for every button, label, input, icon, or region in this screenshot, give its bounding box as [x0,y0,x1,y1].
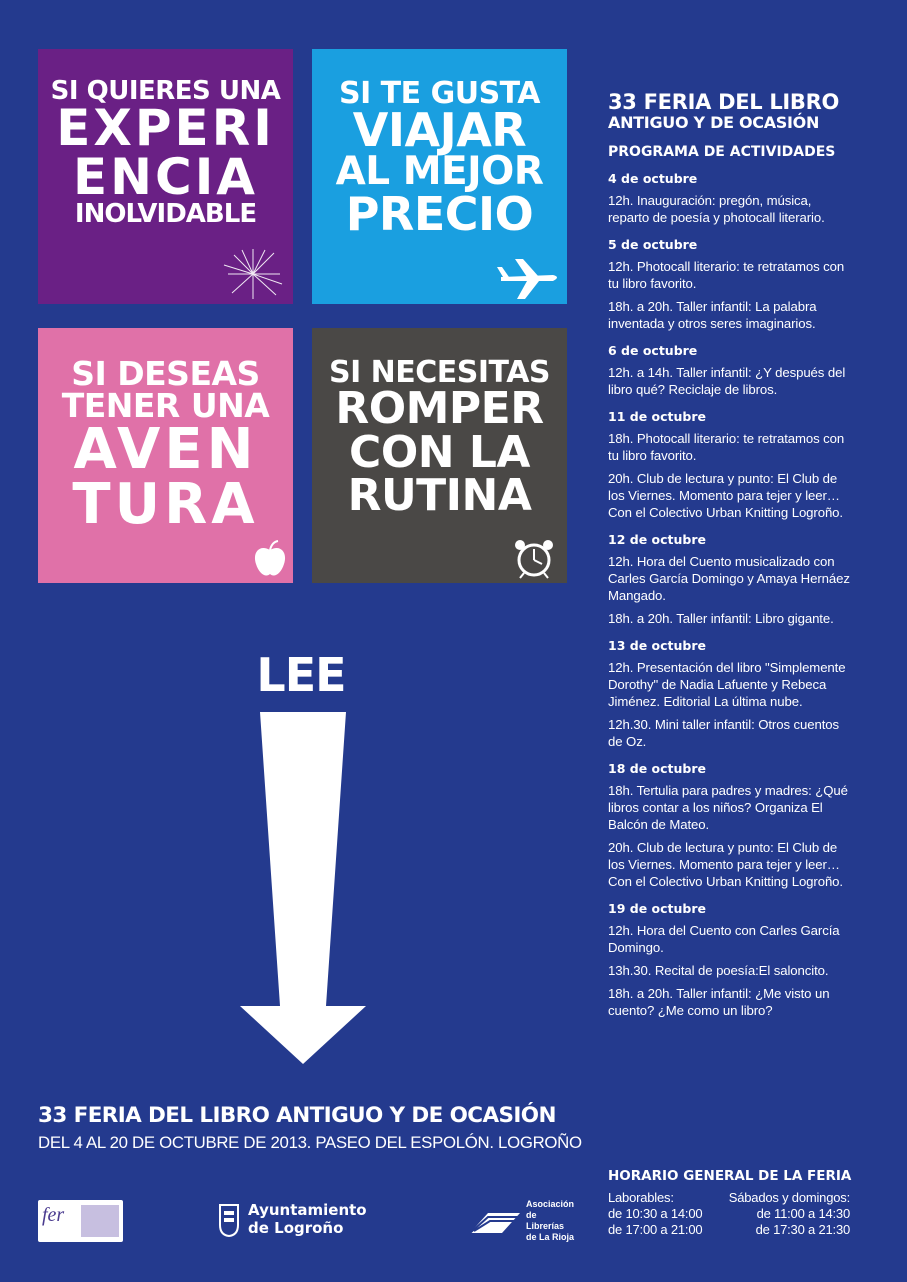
tile-line: SI TE GUSTA [338,76,541,111]
tile-line: TENER UNA [61,386,270,426]
fer-logo-text: fer [42,1204,65,1226]
tile-aventura [38,328,293,583]
schedule-cell: de 10:30 a 14:00 [608,1206,703,1221]
program-activity: 18h. a 20h. Taller infantil: La palabra inventada y otros seres imaginarios. [608,299,817,331]
librerias-logo [468,1199,575,1243]
tile-line: SI DESEAS [71,354,260,393]
schedule-head-row [608,1190,850,1206]
tile-line: AL MEJOR [335,149,544,195]
program-activity: 12h. Hora del Cuento musicalizado con Carles García Domingo y Amaya Hernáez Mangado. [608,554,850,603]
program-day-date: 19 de octubre [608,901,706,916]
firework-icon [218,247,288,301]
schedule-title: HORARIO GENERAL DE LA FERIA [608,1168,852,1184]
program-heading: PROGRAMA DE ACTIVIDADES [608,144,836,160]
program-activity: 12h. Presentación del libro "Simplemente Dorothy" de Nadia Lafuente y Rebeca Jiménez. Editorial La última nube. [608,660,846,709]
tile-line: VIAJAR [352,103,527,158]
program-activity: 12h. Photocall literario: te retratamos con tu libro favorito. [608,259,845,291]
tile-line: RUTINA [347,469,532,521]
tile-line: CON LA [349,426,530,478]
tile-line: EXPERI [56,99,275,158]
schedule-weekdays-head: Laborables: [608,1190,674,1205]
schedule-cell: de 11:00 a 14:30 [756,1206,850,1221]
librerias-line2: de Librerías [526,1210,565,1231]
schedule-cell: de 17:30 a 21:30 [755,1222,850,1237]
program-activity: 13h.30. Recital de poesía:El saloncito. [608,963,829,978]
schedule-row [608,1206,850,1222]
program-activity: 12h.30. Mini taller infantil: Otros cuentos de Oz. [608,717,839,749]
tile-line: TURA [72,471,259,537]
program-activity: 12h. Inauguración: pregón, música, reparto de poesía y photocall literario. [608,193,825,225]
librerias-line3: de La Rioja [526,1232,575,1242]
tile-line: AVEN [73,416,258,482]
books-icon [468,1207,522,1237]
program-day-date: 5 de octubre [608,237,698,252]
ayuntamiento-line2: de Logroño [248,1219,344,1237]
schedule-box [608,1168,850,1238]
program-day-date: 18 de octubre [608,761,706,776]
program-title-2: ANTIGUO Y DE OCASIÓN [608,113,820,132]
tile-line: SI NECESITAS [328,355,551,390]
program-day-date: 6 de octubre [608,343,698,358]
tile-line: PRECIO [345,186,534,241]
program-activity: 18h. Photocall literario: te retratamos con tu libro favorito. [608,431,845,463]
lee-heading: LEE [256,648,346,702]
airplane-icon [497,257,563,301]
tile-line: INOLVIDABLE [74,199,257,230]
alarm-clock-icon [510,536,558,580]
schedule-row [608,1222,850,1238]
ayuntamiento-logo [218,1201,388,1241]
tile-line: SI QUIERES UNA [50,76,281,106]
program-days [608,171,850,1019]
program-activity: 18h. a 20h. Taller infantil: ¿Me visto un cuento? ¿Me como un libro? [608,986,830,1018]
program-activity: 18h. a 20h. Taller infantil: Libro gigante. [608,611,834,626]
program-activity: 12h. a 14h. Taller infantil: ¿Y después del libro qué? Reciclaje de libros. [608,365,846,397]
tile-line: ENCIA [73,148,258,207]
program-title: 33 FERIA DEL LIBRO [608,90,840,114]
schedule-cell: de 17:00 a 21:00 [608,1222,703,1237]
tile-experiencia [38,49,293,304]
down-arrow-icon [240,712,366,1064]
footer-subtitle: DEL 4 AL 20 DE OCTUBRE DE 2013. PASEO DEL ESPOLÓN. LOGROÑO [38,1133,582,1152]
program-day-date: 11 de octubre [608,409,706,424]
program-day-date: 12 de octubre [608,532,706,547]
program-day-date: 13 de octubre [608,638,706,653]
librerias-line1: Asociación [526,1199,575,1209]
ayuntamiento-line1: Ayuntamiento [248,1201,367,1219]
footer-title: 33 FERIA DEL LIBRO ANTIGUO Y DE OCASIÓN [38,1103,556,1128]
tile-line: ROMPER [335,383,544,435]
fer-logo [38,1200,123,1242]
apple-icon [250,540,290,580]
tile-viajar [312,49,567,304]
program-activity: 20h. Club de lectura y punto: El Club de los Viernes. Momento para tejer y leer… Con el Colectivo Urban Knitting Logroño. [608,471,843,520]
program-activity: 18h. Tertulia para padres y madres: ¿Qué libros contar a los niños? Organiza El Balcón de Mateo. [608,783,848,832]
sponsor-logos [38,1195,575,1245]
tile-rutina [312,328,567,583]
program-day-date: 4 de octubre [608,171,698,186]
program-activity: 20h. Club de lectura y punto: El Club de los Viernes. Momento para tejer y leer… Con el Colectivo Urban Knitting Logroño. [608,840,843,889]
schedule-weekend-head: Sábados y domingos: [728,1190,850,1205]
program-activity: 12h. Hora del Cuento con Carles García Domingo. [608,923,840,955]
fer-logo-box [81,1205,119,1237]
program-column [608,90,850,1025]
ayuntamiento-shield-icon [218,1203,240,1237]
